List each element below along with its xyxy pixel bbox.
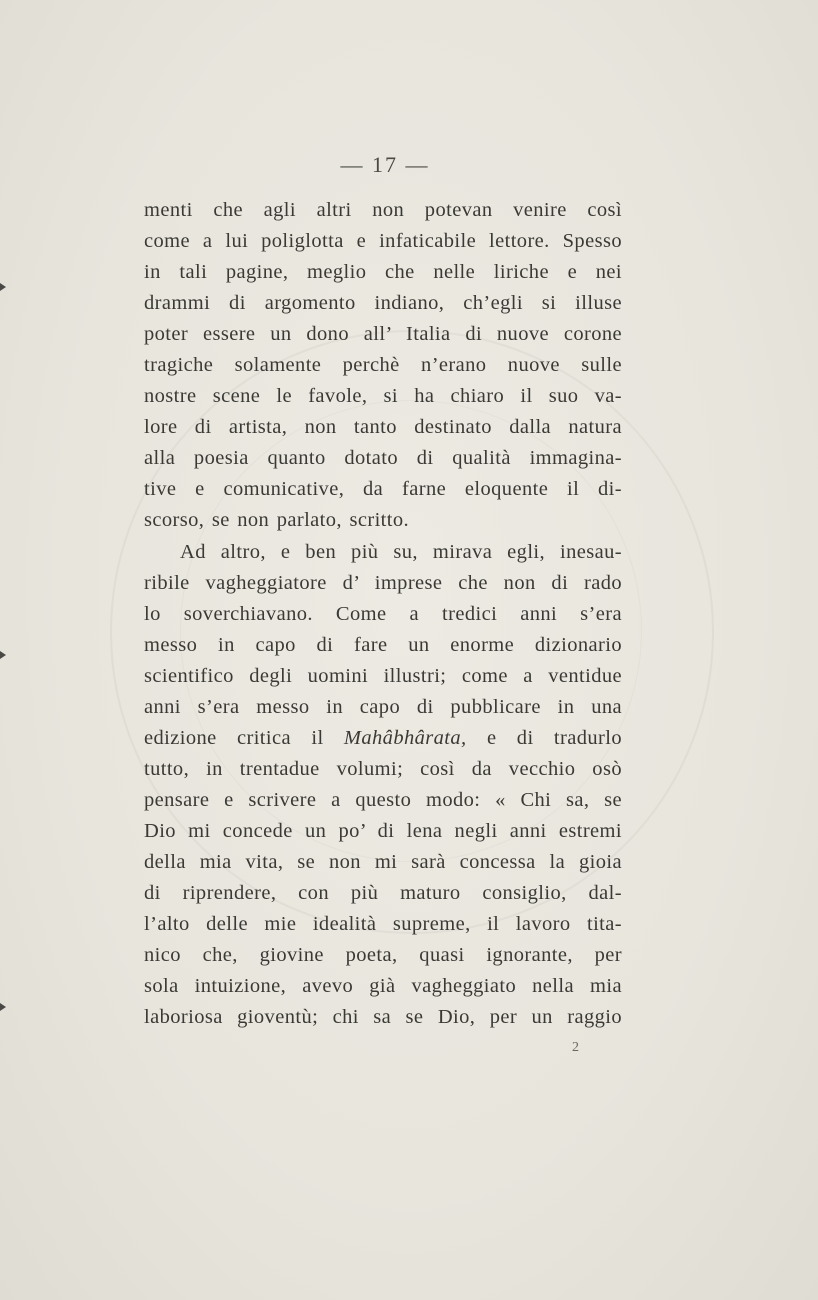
text-line: menti che agli altri non potevan venire così <box>144 199 622 221</box>
text-line: in tali pagine, meglio che nelle liriche e nei <box>144 261 622 284</box>
text-segment: e di tradurlo <box>466 726 622 749</box>
text-line: scorso, se non parlato, scritto. <box>144 509 410 532</box>
text-line: messo in capo di fare un enorme dizionario <box>144 633 622 656</box>
text-line: pensare e scrivere a questo modo: « Chi sa, se <box>144 788 622 811</box>
text-line: di riprendere, con più maturo consiglio, dal- <box>144 882 622 905</box>
text-line: Ad altro, e ben più su, mirava egli, inesau- <box>180 540 622 563</box>
text-line: alla poesia quanto dotato di qualità immagina- <box>144 447 622 470</box>
text-line: Dio mi concede un po’ di lena negli anni estremi <box>144 819 622 842</box>
text-line: sola intuizione, avevo già vagheggiato nella mia <box>144 975 622 998</box>
text-line: come a lui poliglotta e infaticabile lettore. Spesso <box>144 230 622 253</box>
page-number: — 17 — <box>340 152 430 177</box>
text-line: anni s’era messo in capo di pubblicare in una <box>144 695 622 718</box>
text-line: della mia vita, se non mi sarà concessa la gioia <box>144 850 622 873</box>
text-segment: edizione critica il <box>144 726 344 749</box>
text-line: l’alto delle mie idealità supreme, il lavoro tita- <box>144 913 622 936</box>
text-line: drammi di argomento indiano, ch’egli si illuse <box>144 292 622 315</box>
text-line: scientifico degli uomini illustri; come a ventidue <box>144 664 622 687</box>
text-line: tive e comunicative, da farne eloquente il di- <box>144 478 622 501</box>
text-line: tragiche solamente perchè n’erano nuove sulle <box>144 354 622 377</box>
signature-mark: 2 <box>572 1040 579 1055</box>
text-line: poter essere un dono all’ Italia di nuove corone <box>144 323 622 346</box>
margin-pointer-mark <box>0 283 6 291</box>
body-text <box>144 195 622 1033</box>
margin-pointer-mark <box>0 651 6 659</box>
text-line: lore di artista, non tanto destinato dalla natura <box>144 416 622 439</box>
text-line: ribile vagheggiatore d’ imprese che non di rado <box>144 571 622 594</box>
text-line: tutto, in trentadue volumi; così da vecchio osò <box>144 757 622 780</box>
italic-title: Mahâbhârata, <box>343 726 467 749</box>
text-line: lo soverchiavano. Come a tredici anni s’era <box>144 602 622 625</box>
text-line: laboriosa gioventù; chi sa se Dio, per un raggio <box>144 1006 622 1029</box>
text-line <box>144 723 622 754</box>
text-line: nostre scene le favole, si ha chiaro il suo va- <box>144 385 622 408</box>
text-line: nico che, giovine poeta, quasi ignorante, per <box>144 944 622 967</box>
margin-pointer-mark <box>0 1003 6 1011</box>
